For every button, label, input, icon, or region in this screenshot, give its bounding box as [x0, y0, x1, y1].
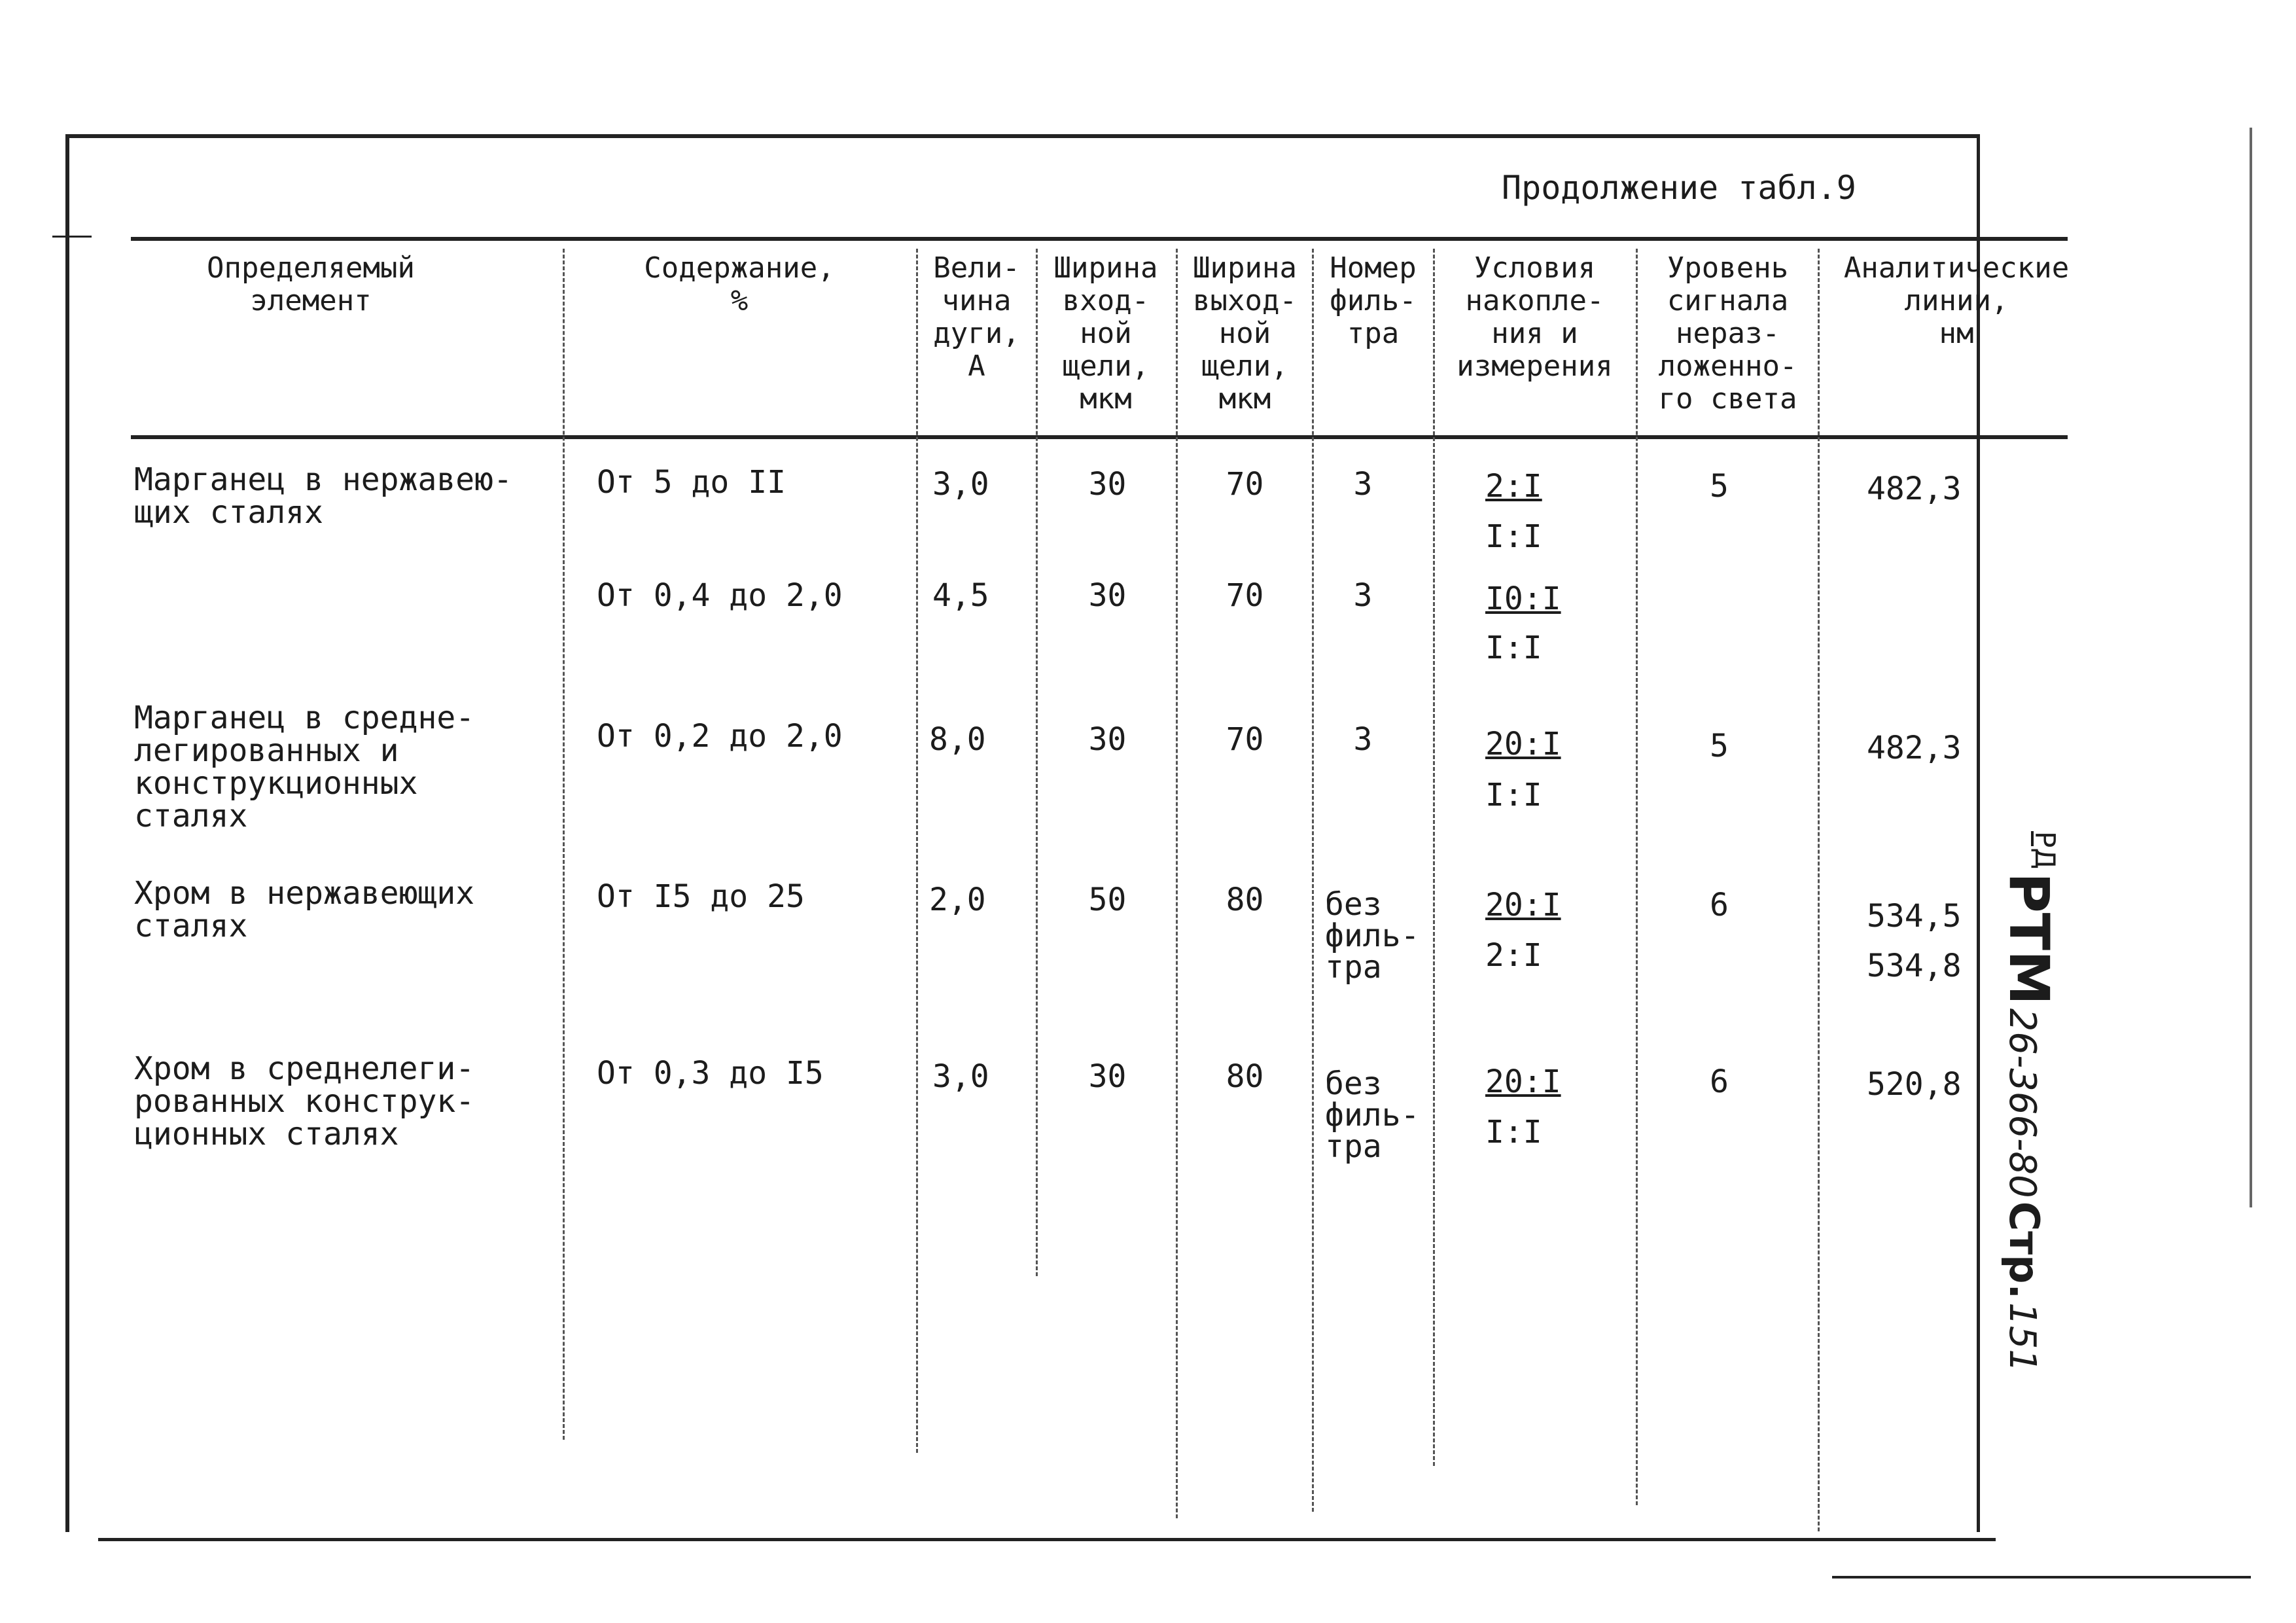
row5-cond-bottom: I:I [1485, 1114, 1542, 1150]
col-sep-1 [563, 249, 565, 1440]
row4-cond-bottom: 2:I [1485, 937, 1542, 974]
header-element: Определяемый элемент [207, 251, 415, 317]
row3-exit: 70 [1226, 721, 1264, 758]
row3-arc: 8,0 [929, 721, 986, 758]
header-entry-slit: Ширина вход- ной щели, мкм [1053, 251, 1158, 416]
bottom-rule-short [1832, 1576, 2251, 1578]
row4-cond-top: 20:I [1485, 887, 1561, 923]
col-sep-2 [916, 249, 918, 1453]
row4-filter: без филь- тра [1325, 886, 1420, 986]
row3-cond-bottom: I:I [1485, 777, 1542, 813]
col-sep-5 [1312, 249, 1314, 1512]
header-content: Содержание, % [644, 251, 835, 317]
row1-filter: 3 [1353, 466, 1373, 503]
row5-filter: без филь- тра [1325, 1065, 1420, 1165]
header-arc: Вели- чина дуги, А [933, 251, 1020, 383]
row4-signal: 6 [1710, 887, 1729, 923]
row2-filter: 3 [1353, 577, 1373, 614]
stamp-page-label: Стр. [2000, 1201, 2048, 1300]
row1-content: От 5 до II [597, 464, 786, 501]
stamp-number: 26-366-80 [2001, 1008, 2043, 1198]
row1-exit: 70 [1226, 466, 1264, 503]
row1-signal: 5 [1710, 468, 1729, 505]
bottom-rule [98, 1538, 1996, 1541]
row5-cond-top: 20:I [1485, 1063, 1561, 1100]
row1-arc: 3,0 [932, 466, 989, 503]
row4-entry: 50 [1088, 882, 1127, 918]
right-edge-line [2250, 128, 2252, 1207]
row1-cond-top: 2:I [1485, 468, 1542, 505]
header-filter: Номер филь- тра [1330, 251, 1417, 350]
row3-lines: 482,3 [1867, 730, 1962, 766]
header-exit-slit: Ширина выход- ной щели, мкм [1193, 251, 1297, 416]
row4-arc: 2,0 [929, 882, 986, 918]
row3-signal: 5 [1710, 728, 1729, 764]
row2-cond-top: I0:I [1485, 580, 1561, 617]
row2-entry: 30 [1088, 577, 1127, 614]
row5-lines: 520,8 [1867, 1066, 1962, 1103]
row2-content: От 0,4 до 2,0 [597, 577, 843, 614]
header-top-rule [131, 237, 2068, 241]
row4-element: Хром в нержавеющих сталях [134, 875, 475, 944]
stamp-code: РТМ [1997, 872, 2061, 1005]
row5-arc: 3,0 [932, 1058, 989, 1095]
row1-cond-bottom: I:I [1485, 518, 1542, 555]
stamp-prefix: РД [2029, 831, 2061, 870]
row1-lines: 482,3 [1867, 471, 1962, 507]
row4-content: От I5 до 25 [597, 878, 805, 915]
header-signal: Уровень сигнала нераз- ложенно- го света [1658, 251, 1797, 416]
header-lines: Аналитические линии, нм [1843, 251, 2070, 350]
col-sep-7 [1636, 249, 1638, 1505]
row5-entry: 30 [1088, 1058, 1127, 1095]
row3-content: От 0,2 до 2,0 [597, 718, 843, 755]
row3-filter: 3 [1353, 721, 1373, 758]
row3-cond-top: 20:I [1485, 726, 1561, 762]
document-code-stamp [1983, 831, 2061, 1486]
col-sep-6 [1433, 249, 1435, 1466]
row3-entry: 30 [1088, 721, 1127, 758]
row2-exit: 70 [1226, 577, 1264, 614]
stamp-page: 151 [2001, 1302, 2043, 1373]
row1-element: Марганец в нержавею- щих сталях [134, 461, 512, 531]
col-sep-8 [1818, 249, 1820, 1531]
header-bottom-rule [131, 435, 2068, 439]
row4-exit: 80 [1226, 882, 1264, 918]
row5-exit: 80 [1226, 1058, 1264, 1095]
row2-cond-bottom: I:I [1485, 630, 1542, 666]
header-conditions: Условия накопле- ния и измерения [1457, 251, 1613, 383]
row5-signal: 6 [1710, 1063, 1729, 1100]
row2-arc: 4,5 [932, 577, 989, 614]
row5-element: Хром в среднелеги- рованных конструк- ционных сталях [134, 1050, 475, 1152]
row3-element: Марганец в средне- легированных и конструкционных сталях [134, 700, 475, 834]
left-tick [52, 236, 92, 238]
table-caption: Продолжение табл.9 [1502, 169, 1856, 207]
row1-entry: 30 [1088, 466, 1127, 503]
row4-lines: 534,5 534,8 [1867, 898, 1962, 984]
row5-content: От 0,3 до I5 [597, 1055, 824, 1092]
